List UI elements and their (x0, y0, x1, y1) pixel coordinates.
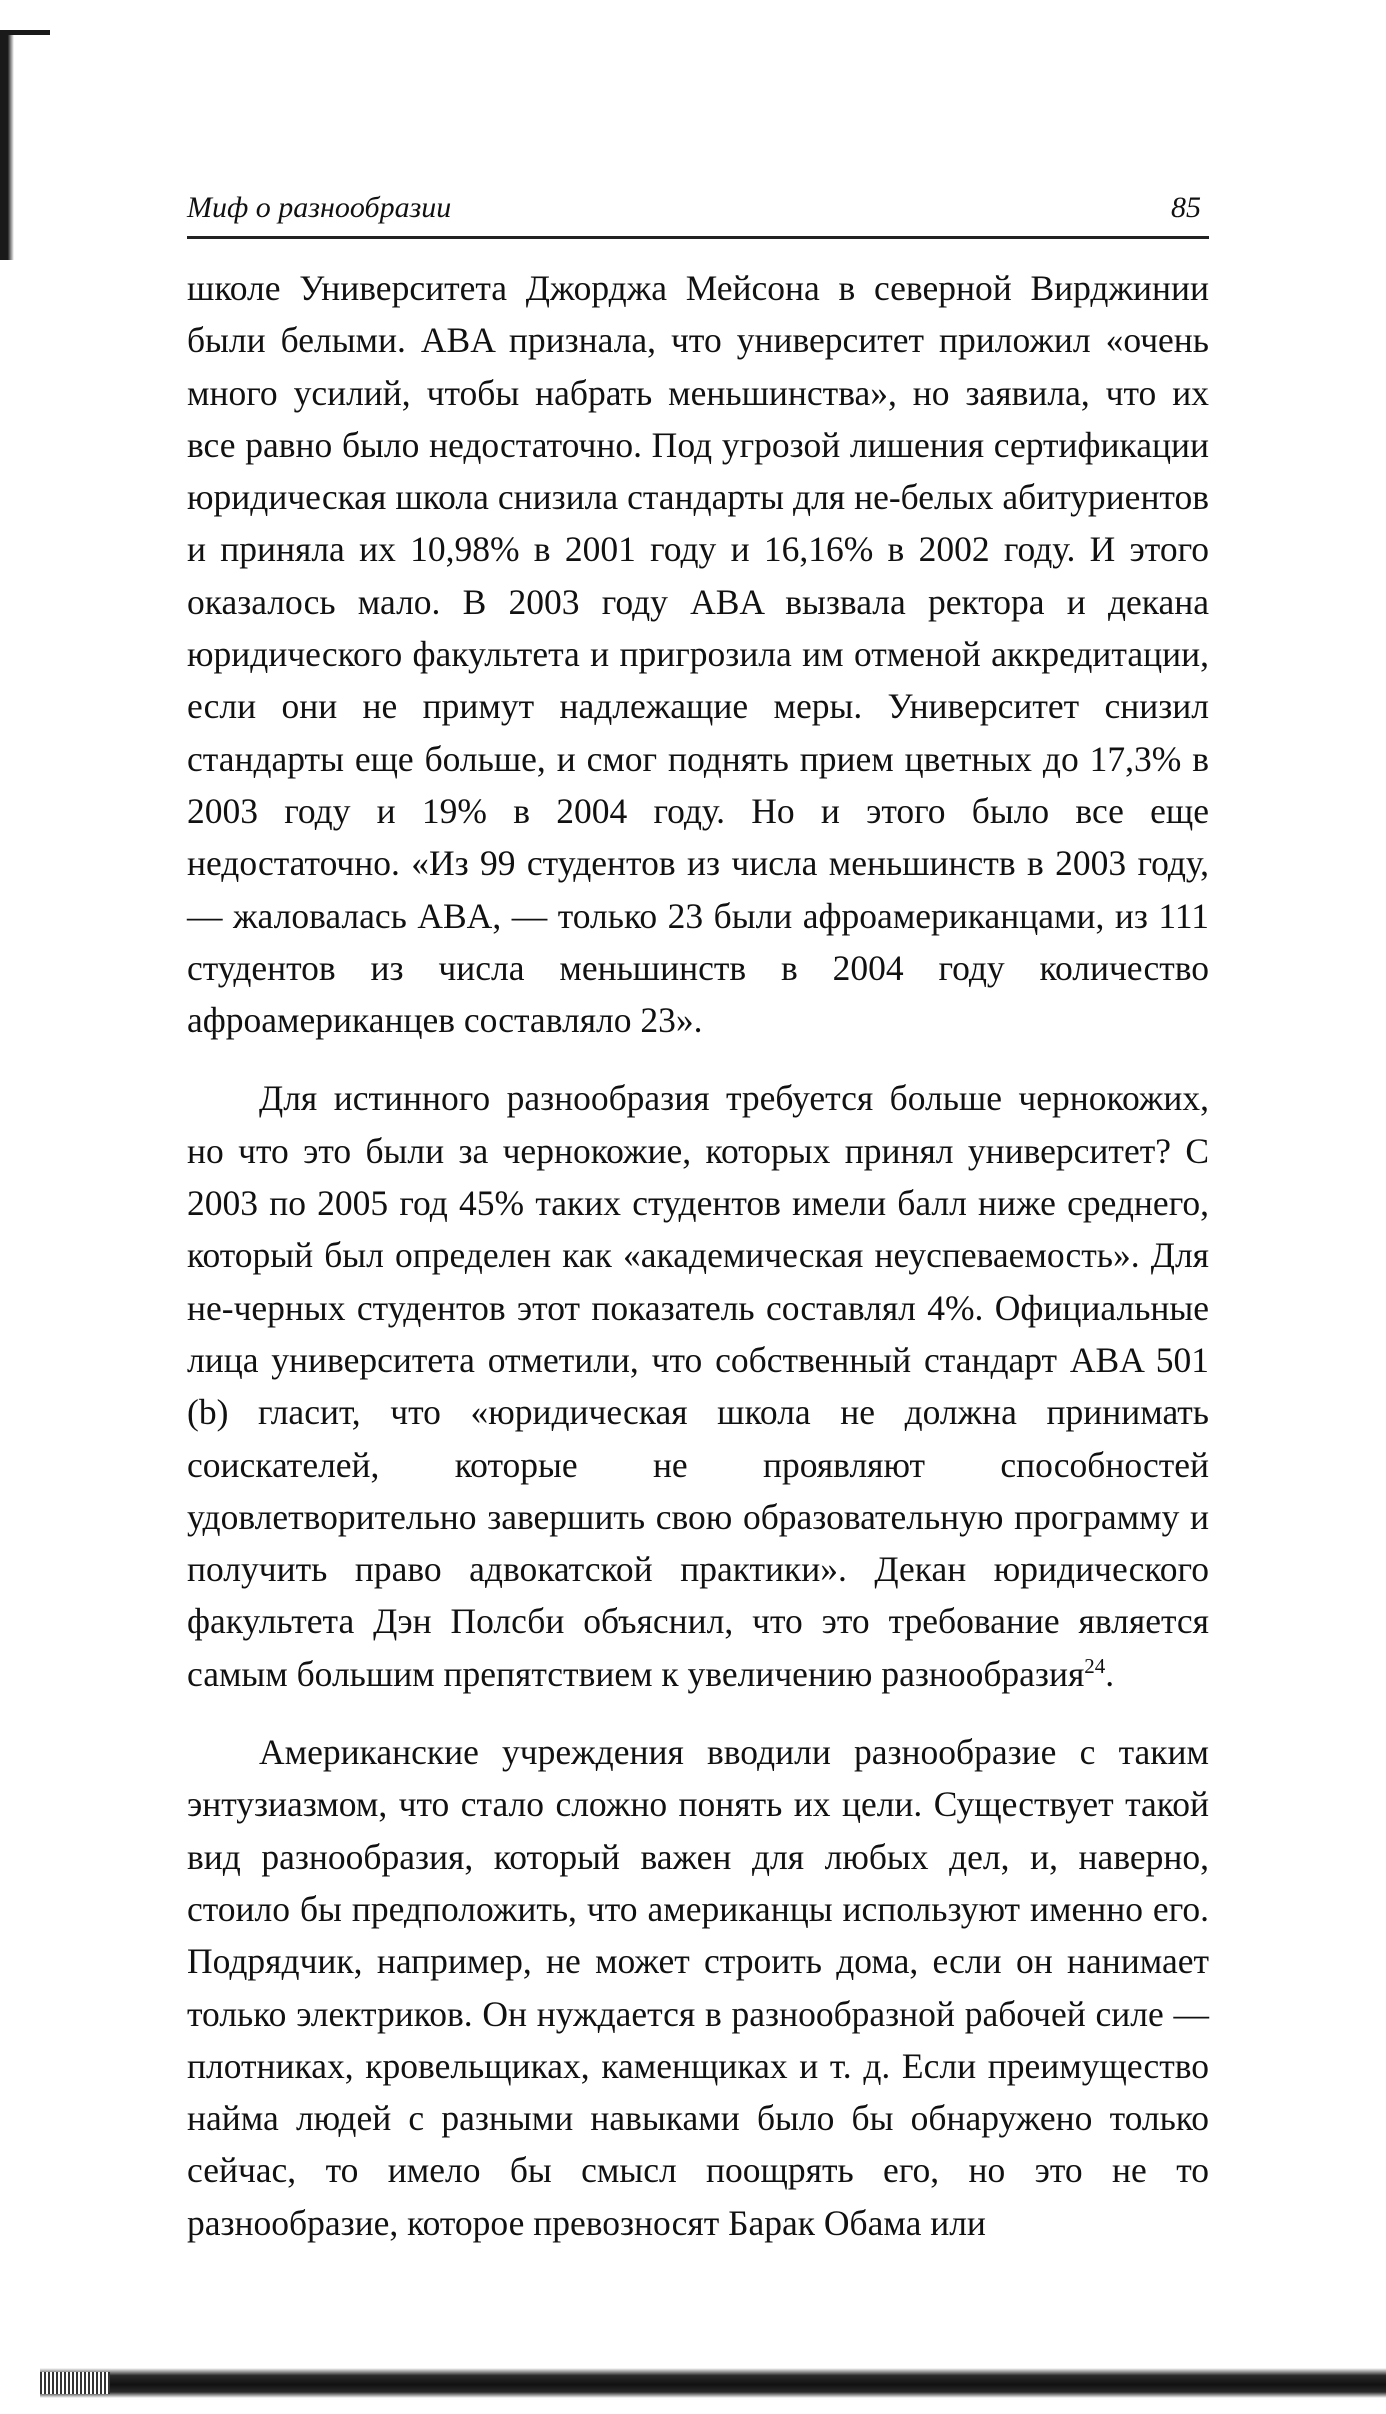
paragraph-1: школе Университета Джорджа Мейсона в северной Вирджинии были белыми. ABA признала, что университет приложил «очень много усилий, чтобы набрать меньшинства», но заявила, что их все равно было недостаточно. Под угрозой лишения сертификации юридическая школа снизила стандарты для не-белых абитуриентов и приняла их 10,98% в 2001 году и 16,16% в 2002 году. И этого оказалось мало. В 2003 году ABA вызвала ректора и декана юридического факультета и пригрозила им отменой аккредитации, если они не примут надлежащие меры. Университет снизил стандарты еще больше, и смог поднять прием цветных до 17,3% в 2003 году и 19% в 2004 году. Но и этого было все еще недостаточно. «Из 99 студентов из числа меньшинств в 2003 году, — жаловалась ABA, — только 23 были афроамериканцами, из 111 студентов из числа меньшинств в 2004 году количество афроамериканцев составляло 23». (187, 268, 1209, 1041)
footnote-ref-24: 24 (1084, 1653, 1106, 1678)
scan-bottom-bar (40, 2368, 1386, 2398)
body-text (187, 262, 1209, 2275)
paragraph-2 (187, 1072, 1209, 1700)
paragraph-2-end: . (1105, 1653, 1115, 1694)
running-title: Миф о разнообразии (187, 191, 452, 224)
scan-edge-top-mark (0, 30, 50, 35)
scan-edge-left (0, 30, 14, 260)
page-number: 85 (1171, 191, 1201, 224)
scan-bottom-bar-texture (40, 2372, 110, 2394)
paragraph-2-text: Для истинного разнообразия требуется больше чернокожих, но что это были за чернокожие, которых принял университет? С 2003 по 2005 год 45% таких студентов имели балл ниже среднего, который был определен как «академическая неуспеваемость». Для не-черных студентов этот показатель составлял 4%. Официальные лица университета отметили, что собственный стандарт ABA 501 (b) гласит, что «юридическая школа не должна принимать соискателей, которые не проявляют способностей удовлетворительно завершить свою образовательную программу и получить право адвокатской практики». Декан юридического факультета Дэн Полсби объяснил, что это требование является самым большим препятствием к увеличению разнообразия (187, 1078, 1209, 1694)
page-header (187, 188, 1209, 239)
paragraph-3: Американские учреждения вводили разнообразие с таким энтузиазмом, что стало сложно понять их цели. Существует такой вид разнообразия, который важен для любых дел, и, наверно, стоило бы предположить, что американцы используют именно его. Подрядчик, например, не может строить дома, если он нанимает только электриков. Он нуждается в разнообразной рабочей силе — плотниках, кровельщиках, каменщиках и т. д. Если преимущество найма людей с разными навыками было бы обнаружено только сейчас, то имело бы смысл поощрять его, но это не то разнообразие, которое превозносят Барак Обама или (187, 1732, 1209, 2243)
